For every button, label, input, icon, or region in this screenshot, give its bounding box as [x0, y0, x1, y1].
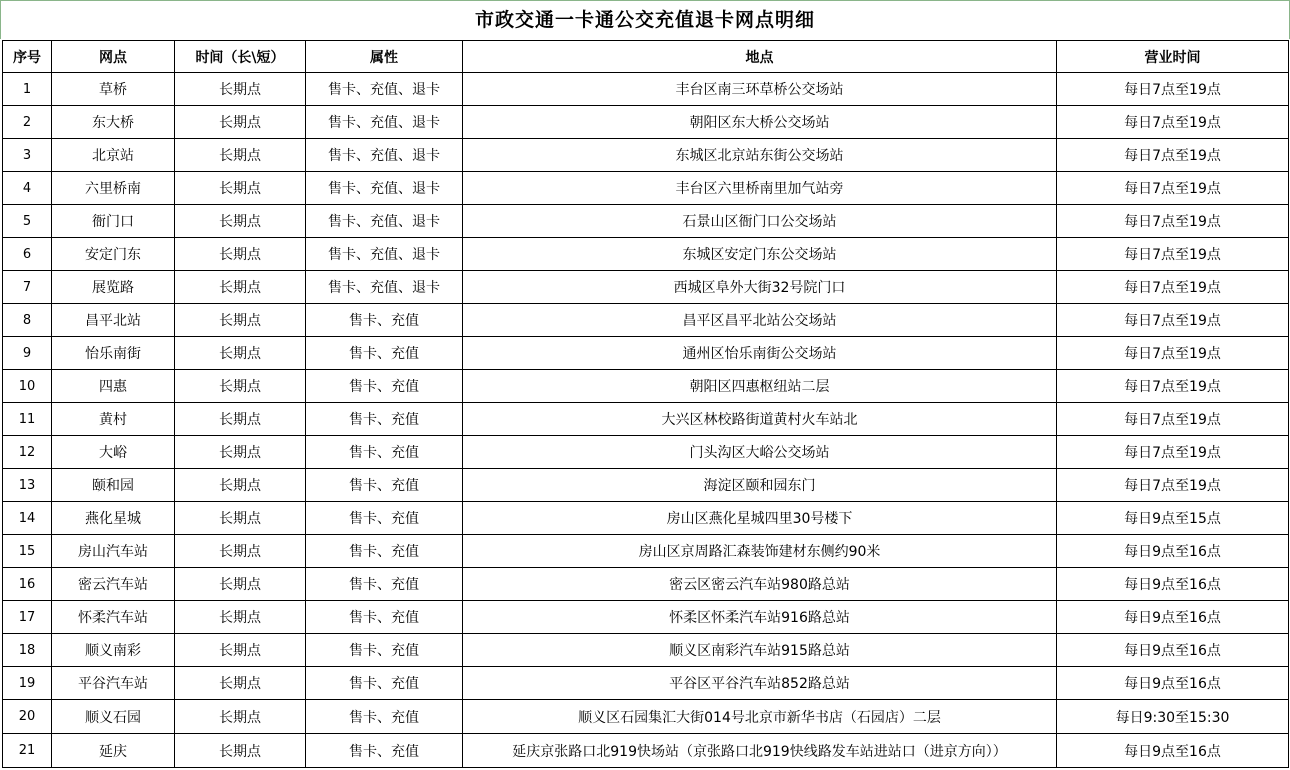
cell-address[interactable]: 平谷区平谷汽车站852路总站 — [463, 667, 1057, 700]
cell-no[interactable]: 2 — [3, 106, 52, 139]
cell-hours[interactable]: 每日7点至19点 — [1057, 238, 1289, 271]
cell-no[interactable]: 15 — [3, 535, 52, 568]
header-address[interactable]: 地点 — [463, 41, 1057, 73]
cell-address[interactable]: 石景山区衙门口公交场站 — [463, 205, 1057, 238]
cell-term[interactable]: 长期点 — [175, 139, 306, 172]
cell-site[interactable]: 展览路 — [52, 271, 175, 304]
table-row — [3, 238, 1289, 271]
cell-hours[interactable]: 每日9:30至15:30 — [1057, 700, 1289, 734]
cell-address[interactable]: 房山区京周路汇森装饰建材东侧约90米 — [463, 535, 1057, 568]
outlet-table — [2, 40, 1289, 768]
cell-no[interactable]: 5 — [3, 205, 52, 238]
table-row — [3, 469, 1289, 502]
cell-term[interactable]: 长期点 — [175, 502, 306, 535]
cell-site[interactable]: 大峪 — [52, 436, 175, 469]
cell-site[interactable]: 东大桥 — [52, 106, 175, 139]
cell-site[interactable]: 北京站 — [52, 139, 175, 172]
table-row — [3, 535, 1289, 568]
cell-hours[interactable]: 每日9点至16点 — [1057, 734, 1289, 768]
cell-site[interactable]: 平谷汽车站 — [52, 667, 175, 700]
cell-term[interactable]: 长期点 — [175, 403, 306, 436]
cell-no[interactable]: 14 — [3, 502, 52, 535]
table-row — [3, 370, 1289, 403]
cell-term[interactable]: 长期点 — [175, 172, 306, 205]
cell-no[interactable]: 4 — [3, 172, 52, 205]
cell-attr[interactable]: 售卡、充值、退卡 — [306, 172, 463, 205]
cell-attr[interactable]: 售卡、充值 — [306, 403, 463, 436]
cell-site[interactable]: 安定门东 — [52, 238, 175, 271]
table-row — [3, 106, 1289, 139]
cell-hours[interactable]: 每日9点至16点 — [1057, 568, 1289, 601]
cell-site[interactable]: 昌平北站 — [52, 304, 175, 337]
cell-term[interactable]: 长期点 — [175, 436, 306, 469]
cell-term[interactable]: 长期点 — [175, 106, 306, 139]
cell-term[interactable]: 长期点 — [175, 700, 306, 734]
cell-address[interactable]: 密云区密云汽车站980路总站 — [463, 568, 1057, 601]
table-row — [3, 700, 1289, 734]
cell-site[interactable]: 顺义南彩 — [52, 634, 175, 667]
cell-site[interactable]: 颐和园 — [52, 469, 175, 502]
cell-address[interactable]: 昌平区昌平北站公交场站 — [463, 304, 1057, 337]
cell-site[interactable]: 怀柔汽车站 — [52, 601, 175, 634]
cell-hours[interactable]: 每日7点至19点 — [1057, 205, 1289, 238]
header-site[interactable]: 网点 — [52, 41, 175, 73]
cell-no[interactable]: 20 — [3, 700, 52, 734]
cell-attr[interactable]: 售卡、充值、退卡 — [306, 139, 463, 172]
cell-address[interactable]: 怀柔区怀柔汽车站916路总站 — [463, 601, 1057, 634]
cell-no[interactable]: 19 — [3, 667, 52, 700]
cell-attr[interactable]: 售卡、充值 — [306, 502, 463, 535]
cell-address[interactable]: 丰台区南三环草桥公交场站 — [463, 73, 1057, 106]
cell-address[interactable]: 西城区阜外大街32号院门口 — [463, 271, 1057, 304]
cell-attr[interactable]: 售卡、充值 — [306, 700, 463, 734]
table-row — [3, 139, 1289, 172]
cell-hours[interactable]: 每日7点至19点 — [1057, 172, 1289, 205]
cell-attr[interactable]: 售卡、充值 — [306, 667, 463, 700]
cell-no[interactable]: 11 — [3, 403, 52, 436]
cell-hours[interactable]: 每日7点至19点 — [1057, 436, 1289, 469]
cell-hours[interactable]: 每日7点至19点 — [1057, 73, 1289, 106]
cell-site[interactable]: 四惠 — [52, 370, 175, 403]
cell-attr[interactable]: 售卡、充值 — [306, 568, 463, 601]
cell-term[interactable]: 长期点 — [175, 734, 306, 768]
cell-address[interactable]: 延庆京张路口北919快场站（京张路口北919快线路发车站进站口（进京方向）） — [463, 734, 1057, 768]
table-row — [3, 403, 1289, 436]
cell-attr[interactable]: 售卡、充值、退卡 — [306, 271, 463, 304]
table-row — [3, 73, 1289, 106]
cell-term[interactable]: 长期点 — [175, 667, 306, 700]
cell-address[interactable]: 门头沟区大峪公交场站 — [463, 436, 1057, 469]
cell-hours[interactable]: 每日7点至19点 — [1057, 403, 1289, 436]
cell-no[interactable]: 6 — [3, 238, 52, 271]
cell-term[interactable]: 长期点 — [175, 271, 306, 304]
cell-site[interactable]: 房山汽车站 — [52, 535, 175, 568]
cell-no[interactable]: 1 — [3, 73, 52, 106]
cell-hours[interactable]: 每日9点至16点 — [1057, 667, 1289, 700]
cell-site[interactable]: 黄村 — [52, 403, 175, 436]
cell-no[interactable]: 21 — [3, 734, 52, 768]
cell-address[interactable]: 通州区怡乐南街公交场站 — [463, 337, 1057, 370]
cell-attr[interactable]: 售卡、充值 — [306, 370, 463, 403]
header-row — [3, 41, 1289, 73]
table-row — [3, 172, 1289, 205]
table-row — [3, 734, 1289, 768]
cell-site[interactable]: 顺义石园 — [52, 700, 175, 734]
table-row — [3, 667, 1289, 700]
cell-term[interactable]: 长期点 — [175, 238, 306, 271]
table-row — [3, 205, 1289, 238]
cell-hours[interactable]: 每日7点至19点 — [1057, 337, 1289, 370]
cell-term[interactable]: 长期点 — [175, 205, 306, 238]
cell-no[interactable]: 13 — [3, 469, 52, 502]
cell-no[interactable]: 7 — [3, 271, 52, 304]
cell-no[interactable]: 3 — [3, 139, 52, 172]
cell-attr[interactable]: 售卡、充值 — [306, 734, 463, 768]
cell-term[interactable]: 长期点 — [175, 469, 306, 502]
header-no[interactable]: 序号 — [3, 41, 52, 73]
cell-hours[interactable]: 每日9点至16点 — [1057, 601, 1289, 634]
cell-hours[interactable]: 每日9点至16点 — [1057, 634, 1289, 667]
cell-site[interactable]: 延庆 — [52, 734, 175, 768]
cell-term[interactable]: 长期点 — [175, 601, 306, 634]
table-row — [3, 436, 1289, 469]
cell-site[interactable]: 密云汽车站 — [52, 568, 175, 601]
header-attr[interactable]: 属性 — [306, 41, 463, 73]
table-row — [3, 337, 1289, 370]
cell-site[interactable]: 怡乐南街 — [52, 337, 175, 370]
cell-attr[interactable]: 售卡、充值 — [306, 436, 463, 469]
cell-attr[interactable]: 售卡、充值 — [306, 469, 463, 502]
cell-term[interactable]: 长期点 — [175, 370, 306, 403]
cell-hours[interactable]: 每日9点至15点 — [1057, 502, 1289, 535]
cell-hours[interactable]: 每日7点至19点 — [1057, 469, 1289, 502]
cell-attr[interactable]: 售卡、充值 — [306, 337, 463, 370]
header-term[interactable]: 时间（长\短） — [175, 41, 306, 73]
cell-no[interactable]: 10 — [3, 370, 52, 403]
table-row — [3, 502, 1289, 535]
cell-attr[interactable]: 售卡、充值 — [306, 601, 463, 634]
cell-site[interactable]: 燕化星城 — [52, 502, 175, 535]
cell-attr[interactable]: 售卡、充值 — [306, 535, 463, 568]
cell-term[interactable]: 长期点 — [175, 535, 306, 568]
cell-attr[interactable]: 售卡、充值、退卡 — [306, 205, 463, 238]
table-row — [3, 271, 1289, 304]
cell-hours[interactable]: 每日7点至19点 — [1057, 271, 1289, 304]
cell-site[interactable]: 草桥 — [52, 73, 175, 106]
table-row — [3, 304, 1289, 337]
cell-site[interactable]: 六里桥南 — [52, 172, 175, 205]
cell-no[interactable]: 12 — [3, 436, 52, 469]
cell-no[interactable]: 9 — [3, 337, 52, 370]
cell-hours[interactable]: 每日7点至19点 — [1057, 370, 1289, 403]
cell-address[interactable]: 东城区安定门东公交场站 — [463, 238, 1057, 271]
cell-address[interactable]: 朝阳区东大桥公交场站 — [463, 106, 1057, 139]
cell-address[interactable]: 房山区燕化星城四里30号楼下 — [463, 502, 1057, 535]
cell-attr[interactable]: 售卡、充值、退卡 — [306, 106, 463, 139]
cell-address[interactable]: 东城区北京站东街公交场站 — [463, 139, 1057, 172]
cell-address[interactable]: 大兴区林校路街道黄村火车站北 — [463, 403, 1057, 436]
cell-attr[interactable]: 售卡、充值 — [306, 304, 463, 337]
cell-hours[interactable]: 每日9点至16点 — [1057, 535, 1289, 568]
cell-attr[interactable]: 售卡、充值 — [306, 634, 463, 667]
cell-no[interactable]: 8 — [3, 304, 52, 337]
cell-hours[interactable]: 每日7点至19点 — [1057, 106, 1289, 139]
cell-address[interactable]: 顺义区石园集汇大街014号北京市新华书店（石园店）二层 — [463, 700, 1057, 734]
cell-address[interactable]: 丰台区六里桥南里加气站旁 — [463, 172, 1057, 205]
cell-hours[interactable]: 每日7点至19点 — [1057, 139, 1289, 172]
table-row — [3, 568, 1289, 601]
cell-term[interactable]: 长期点 — [175, 73, 306, 106]
cell-address[interactable]: 朝阳区四惠枢纽站二层 — [463, 370, 1057, 403]
cell-address[interactable]: 顺义区南彩汽车站915路总站 — [463, 634, 1057, 667]
cell-address[interactable]: 海淀区颐和园东门 — [463, 469, 1057, 502]
cell-term[interactable]: 长期点 — [175, 634, 306, 667]
cell-site[interactable]: 衙门口 — [52, 205, 175, 238]
cell-no[interactable]: 16 — [3, 568, 52, 601]
cell-hours[interactable]: 每日7点至19点 — [1057, 304, 1289, 337]
cell-no[interactable]: 18 — [3, 634, 52, 667]
cell-term[interactable]: 长期点 — [175, 304, 306, 337]
table-row — [3, 634, 1289, 667]
cell-term[interactable]: 长期点 — [175, 568, 306, 601]
header-hours[interactable]: 营业时间 — [1057, 41, 1289, 73]
sheet-title[interactable]: 市政交通一卡通公交充值退卡网点明细 — [0, 0, 1290, 39]
cell-attr[interactable]: 售卡、充值、退卡 — [306, 238, 463, 271]
cell-no[interactable]: 17 — [3, 601, 52, 634]
cell-attr[interactable]: 售卡、充值、退卡 — [306, 73, 463, 106]
cell-term[interactable]: 长期点 — [175, 337, 306, 370]
table-row — [3, 601, 1289, 634]
